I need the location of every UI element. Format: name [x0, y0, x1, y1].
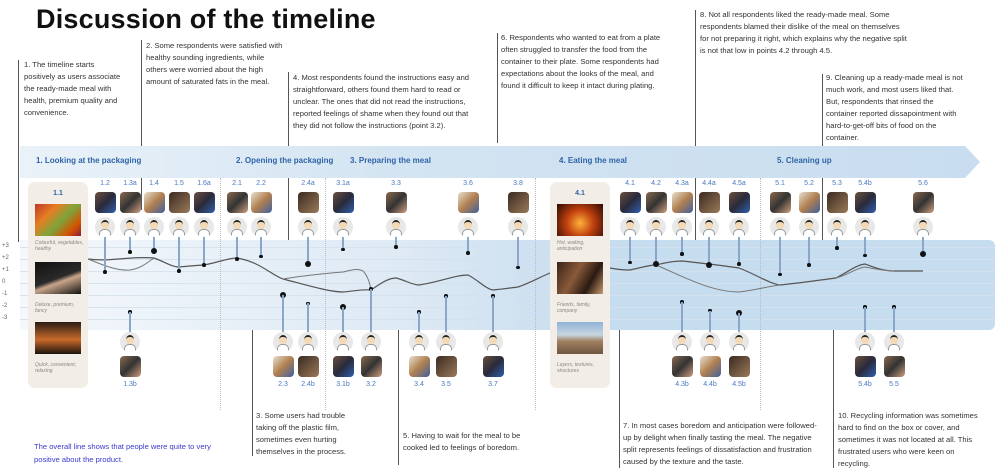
- avatar-icon: [333, 217, 353, 237]
- avatar-icon: [646, 217, 666, 237]
- touchpoint-photo: [855, 356, 876, 377]
- touchpoint-photo: [169, 192, 190, 213]
- touchpoint-label: 2.4a: [301, 180, 315, 187]
- touchpoint-photo: [855, 192, 876, 213]
- y-axis-label: +3: [2, 243, 9, 249]
- score-dot: [305, 261, 311, 267]
- split-line: [88, 258, 894, 292]
- fire-image: [557, 204, 603, 236]
- touchpoint-photo: [620, 192, 641, 213]
- touchpoint-photo: [672, 192, 693, 213]
- touchpoint-photo: [333, 192, 354, 213]
- touchpoint-label: 3.1b: [336, 381, 350, 388]
- touchpoint-label: 5.3: [832, 180, 842, 187]
- note-6: 6. Respondents who wanted to eat from a plate often struggled to transfer the food from the container to their plate. Some respondents had expectations about the looks of the meal, and found it difficult to keep it intact during plating.: [501, 33, 661, 90]
- connector-line: [738, 313, 739, 332]
- connector-line: [864, 307, 865, 332]
- y-axis-label: +1: [2, 267, 9, 273]
- touchpoint-label: 1.5: [174, 180, 184, 187]
- touchpoint-photo: [144, 192, 165, 213]
- touchpoint-label: 4.4b: [703, 381, 717, 388]
- avatar-icon: [409, 332, 429, 352]
- vegetables-image: [35, 204, 81, 236]
- touchpoint-label: 3.6: [463, 180, 473, 187]
- touchpoint-label: 1.4: [149, 180, 159, 187]
- avatar-icon: [700, 332, 720, 352]
- touchpoint-label: 3.2: [366, 381, 376, 388]
- score-dot: [235, 257, 239, 261]
- score-dot: [863, 254, 867, 258]
- avatar-icon: [729, 332, 749, 352]
- avatar-icon: [827, 217, 847, 237]
- connector-line: [178, 237, 179, 271]
- touchpoint-label: 5.5: [889, 381, 899, 388]
- note-4: 4. Most respondents found the instructions easy and straightforward, others found them hard to read or unclear. The ones that did not read the instructions, reported feelings of shame when they found out that they did not follow the instructions (point 3.2).: [293, 73, 470, 130]
- touchpoint-label: 1.3a: [123, 180, 137, 187]
- stage-2: 2. Opening the packaging: [236, 156, 334, 165]
- touchpoint-label: 4.4a: [702, 180, 716, 187]
- avatar-icon: [799, 217, 819, 237]
- connector-line: [808, 237, 809, 265]
- touchpoint-label: 3.1a: [336, 180, 350, 187]
- note-9: 9. Cleaning up a ready-made meal is not much work, and most users liked that. But, respondents that rinsed the container reported dissapointment with hard-to-get-off bits of food on the container.: [826, 73, 963, 142]
- avatar-icon: [672, 332, 692, 352]
- page-title: Discussion of the timeline: [36, 4, 376, 34]
- touchpoint-photo: [483, 356, 504, 377]
- avatar-icon: [298, 332, 318, 352]
- touchpoint-label: 5.4b: [858, 381, 872, 388]
- avatar-icon: [729, 217, 749, 237]
- touchpoint-label: 4.3a: [675, 180, 689, 187]
- touchpoint-photo: [700, 356, 721, 377]
- note-3: 3. Some users had trouble taking off the plastic film, sometimes even hurting themselves in the process.: [256, 411, 346, 456]
- y-axis-label: 0: [2, 279, 6, 285]
- connector-line: [709, 311, 710, 332]
- avatar-icon: [273, 332, 293, 352]
- touchpoint-label: 3.7: [488, 381, 498, 388]
- note-7: 7. In most cases boredom and anticipation were followed-up by delight when finally tasting the meal. The negative split represents feelings of dissatisfaction and frustration caused by the texture and the taste.: [623, 421, 817, 466]
- mood-card-4-1: [550, 182, 610, 388]
- touchpoint-label: 1.3b: [123, 381, 137, 388]
- touchpoint-label: 2.1: [232, 180, 242, 187]
- score-dot: [516, 266, 520, 270]
- avatar-icon: [386, 217, 406, 237]
- touchpoint-photo: [729, 192, 750, 213]
- avatar-icon: [436, 332, 456, 352]
- avatar-icon: [120, 217, 140, 237]
- note-8: 8. Not all respondents liked the ready-made meal. Some respondents blamed their dislike of the meal on themselves for not preparing it right, which explains why the negative split is not that low in points 4.2 through 4.5.: [700, 10, 907, 55]
- score-dot: [680, 252, 684, 256]
- score-dot: [466, 251, 470, 255]
- y-axis-label: -3: [2, 315, 8, 321]
- touchpoint-label: 2.2: [256, 180, 266, 187]
- touchpoint-label: 5.2: [804, 180, 814, 187]
- touchpoint-photo: [298, 192, 319, 213]
- avatar-icon: [251, 217, 271, 237]
- touchpoint-label: 4.5b: [732, 381, 746, 388]
- connector-line: [370, 289, 371, 332]
- touchpoint-label: 5.6: [918, 180, 928, 187]
- summary-note: The overall line shows that people were quite to very positive about the product.: [34, 442, 211, 464]
- connector-line: [282, 295, 283, 332]
- touchpoint-photo: [273, 356, 294, 377]
- touchpoint-photo: [884, 356, 905, 377]
- friends-image: [557, 262, 603, 294]
- stones-image: [557, 322, 603, 354]
- avatar-icon: [194, 217, 214, 237]
- card-caption: Friends, family, company: [557, 302, 591, 314]
- avatar-icon: [699, 217, 719, 237]
- note-1: 1. The timeline starts positively as users associate the ready-made meal with health, premium quality and convenience.: [24, 60, 121, 117]
- card-caption: Layers, textures, structures: [557, 362, 594, 374]
- stage-5: 5. Cleaning up: [777, 156, 832, 165]
- touchpoint-photo: [227, 192, 248, 213]
- touchpoint-photo: [646, 192, 667, 213]
- avatar-icon: [144, 217, 164, 237]
- touchpoint-photo: [361, 356, 382, 377]
- touchpoint-photo: [827, 192, 848, 213]
- connector-line: [492, 296, 493, 332]
- score-dot: [807, 263, 811, 267]
- mood-card-1-1: [28, 182, 88, 388]
- score-dot: [151, 248, 157, 254]
- avatar-icon: [855, 217, 875, 237]
- connector-line: [236, 237, 237, 259]
- touchpoint-label: 4.2: [651, 180, 661, 187]
- connector-line: [738, 237, 739, 264]
- sunset-image: [35, 322, 81, 354]
- avatar-icon: [95, 217, 115, 237]
- avatar-icon: [620, 217, 640, 237]
- avatar-icon: [508, 217, 528, 237]
- touchpoint-label: 1.6a: [197, 180, 211, 187]
- touchpoint-photo: [120, 356, 141, 377]
- deluxe-image: [35, 262, 81, 294]
- touchpoint-photo: [120, 192, 141, 213]
- connector-line: [104, 237, 105, 272]
- avatar-icon: [672, 217, 692, 237]
- card-label: 4.1: [575, 190, 585, 197]
- avatar-icon: [333, 332, 353, 352]
- score-dot: [177, 269, 181, 273]
- connector-line: [708, 237, 709, 265]
- connector-line: [445, 296, 446, 332]
- score-dot: [128, 250, 132, 254]
- stage-4: 4. Eating the meal: [559, 156, 628, 165]
- touchpoint-photo: [799, 192, 820, 213]
- avatar-icon: [483, 332, 503, 352]
- connector-line: [517, 237, 518, 267]
- connector-line: [629, 237, 630, 263]
- score-dot: [202, 263, 206, 267]
- connector-line: [203, 237, 204, 265]
- score-dot: [653, 261, 659, 267]
- touchpoint-label: 3.5: [441, 381, 451, 388]
- touchpoint-label: 3.4: [414, 381, 424, 388]
- touchpoint-photo: [458, 192, 479, 213]
- score-dot: [103, 270, 107, 274]
- connector-line: [307, 237, 308, 264]
- connector-line: [342, 307, 343, 332]
- score-dot: [341, 248, 345, 252]
- avatar-icon: [227, 217, 247, 237]
- touchpoint-photo: [409, 356, 430, 377]
- note-2: 2. Some respondents were satisfied with healthy sounding ingredients, while others were worried about the high amount of saturated fats in the meal.: [146, 41, 283, 86]
- avatar-icon: [361, 332, 381, 352]
- connector-line: [779, 237, 780, 275]
- touchpoint-photo: [95, 192, 116, 213]
- card-caption: Hot, waiting, anticipation: [557, 240, 585, 252]
- avatar-icon: [770, 217, 790, 237]
- score-dot: [737, 262, 741, 266]
- score-dot: [835, 246, 839, 250]
- avatar-icon: [169, 217, 189, 237]
- card-caption: Colourful, vegetables, healthy: [35, 240, 84, 252]
- touchpoint-label: 1.2: [100, 180, 110, 187]
- touchpoint-photo: [729, 356, 750, 377]
- avatar-icon: [855, 332, 875, 352]
- avatar-icon: [120, 332, 140, 352]
- card-caption: Deluxe, premium, fancy: [35, 302, 75, 314]
- stage-3: 3. Preparing the meal: [350, 156, 431, 165]
- touchpoint-photo: [436, 356, 457, 377]
- touchpoint-photo: [770, 192, 791, 213]
- avatar-icon: [458, 217, 478, 237]
- card-label: 1.1: [53, 190, 63, 197]
- touchpoint-photo: [298, 356, 319, 377]
- score-dot: [394, 245, 398, 249]
- note-5: 5. Having to wait for the meal to be cooked led to feelings of boredom.: [403, 431, 521, 452]
- touchpoint-label: 3.3: [391, 180, 401, 187]
- touchpoint-label: 4.3b: [675, 381, 689, 388]
- avatar-icon: [298, 217, 318, 237]
- touchpoint-photo: [508, 192, 529, 213]
- connector-line: [418, 312, 419, 332]
- connector-line: [681, 302, 682, 332]
- card-caption: Quick, convenient, relaxing: [35, 362, 77, 374]
- touchpoint-photo: [672, 356, 693, 377]
- connector-line: [864, 237, 865, 255]
- touchpoint-photo: [386, 192, 407, 213]
- connector-line: [655, 237, 656, 264]
- touchpoint-photo: [913, 192, 934, 213]
- avatar-icon: [913, 217, 933, 237]
- touchpoint-label: 5.1: [775, 180, 785, 187]
- touchpoint-label: 5.4b: [858, 180, 872, 187]
- touchpoint-label: 2.4b: [301, 381, 315, 388]
- touchpoint-photo: [333, 356, 354, 377]
- overall-line: [88, 258, 923, 292]
- y-axis-label: +2: [2, 255, 9, 261]
- touchpoint-photo: [194, 192, 215, 213]
- connector-line: [260, 237, 261, 257]
- score-dot: [706, 262, 712, 268]
- y-axis-label: -2: [2, 303, 8, 309]
- avatar-icon: [884, 332, 904, 352]
- touchpoint-label: 3.8: [513, 180, 523, 187]
- connector-line: [129, 312, 130, 332]
- y-axis-label: -1: [2, 291, 8, 297]
- connector-line: [307, 303, 308, 332]
- touchpoint-label: 4.5a: [732, 180, 746, 187]
- connector-line: [893, 307, 894, 332]
- touchpoint-label: 2.3: [278, 381, 288, 388]
- touchpoint-photo: [699, 192, 720, 213]
- note-10: 10. Recycling information was sometimes hard to find on the box or cover, and sometimes it was not located at all. This frustrated users who were keen on recycling.: [838, 411, 978, 468]
- touchpoint-photo: [251, 192, 272, 213]
- touchpoint-label: 4.1: [625, 180, 635, 187]
- stage-1: 1. Looking at the packaging: [36, 156, 142, 165]
